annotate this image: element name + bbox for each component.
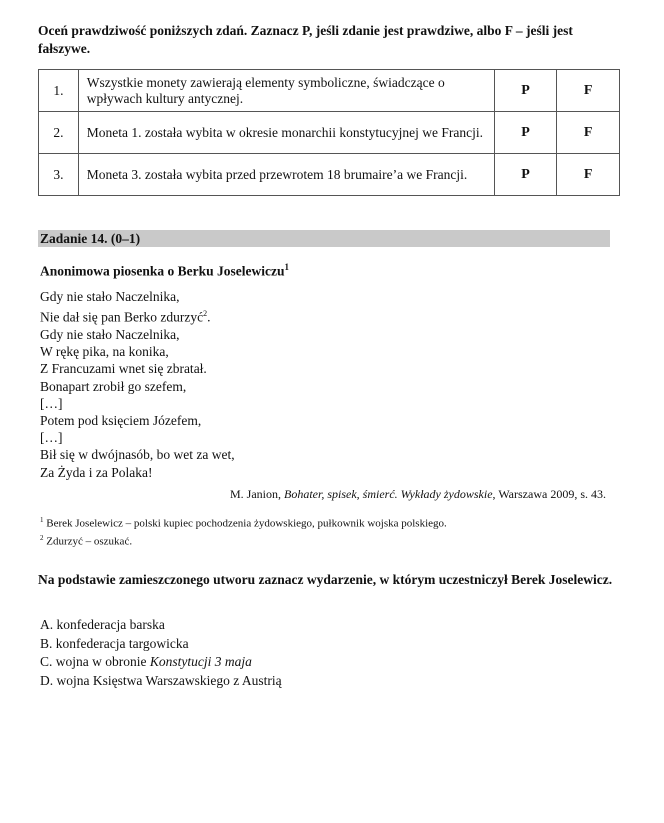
table-row xyxy=(39,70,620,112)
poem-line-text: Potem pod księciem Józefem, xyxy=(40,412,202,428)
poem-line-text: […] xyxy=(40,395,63,411)
source-citation xyxy=(230,486,606,502)
option-true[interactable]: P xyxy=(494,154,557,196)
source-details: , Warszawa 2009, s. 43. xyxy=(492,487,606,501)
footnote-marker: 2 xyxy=(203,309,208,319)
footnote xyxy=(40,513,620,531)
source-title: Bohater, spisek, śmierć. Wykłady żydowskie xyxy=(284,487,493,501)
row-number: 2. xyxy=(39,112,79,154)
source-author: M. Janion, xyxy=(230,487,285,501)
poem-line xyxy=(40,446,600,463)
footnote xyxy=(40,531,620,549)
poem xyxy=(40,288,600,481)
option-true[interactable]: P xyxy=(494,70,557,112)
answer-text: D. wojna Księstwa Warszawskiego z Austrią xyxy=(40,672,282,688)
task-header: Zadanie 14. (0–1) xyxy=(38,230,610,247)
poem-line-text: Za Żyda i za Polaka! xyxy=(40,464,153,480)
poem-line xyxy=(40,412,600,429)
statement-text: Moneta 1. została wybita w okresie monarchii konstytucyjnej we Francji. xyxy=(78,112,494,154)
answer-option-d[interactable] xyxy=(40,672,620,691)
option-false[interactable]: F xyxy=(557,70,620,112)
answer-option-b[interactable] xyxy=(40,635,620,654)
row-number: 1. xyxy=(39,70,79,112)
answer-option-c[interactable] xyxy=(40,653,620,672)
poem-line xyxy=(40,305,600,326)
poem-line-text: W rękę pika, na konika, xyxy=(40,344,169,360)
poem-line-text: Gdy nie stało Naczelnika, xyxy=(40,289,180,304)
footnote-text: Zdurzyć – oszukać. xyxy=(43,535,133,548)
song-title-text: Anonimowa piosenka o Berku Joselewiczu xyxy=(40,263,285,279)
option-false[interactable]: F xyxy=(557,112,620,154)
instruction-text: Oceń prawdziwość poniższych zdań. Zaznacz P, jeśli zdanie jest prawdziwe, albo F – jeśli jest fałszywe. xyxy=(38,23,573,56)
answer-italic-text: Konstytucji 3 maja xyxy=(149,654,252,669)
table-row xyxy=(39,154,620,196)
answer-option-a[interactable] xyxy=(40,616,620,635)
poem-line-text: Gdy nie stało Naczelnika, xyxy=(40,326,180,342)
footnotes xyxy=(40,513,620,548)
answer-text: A. konfederacja barska xyxy=(40,617,165,632)
footnote-mark: 2 xyxy=(40,533,44,542)
answer-text: C. wojna w obronie xyxy=(40,654,150,669)
footnote-marker: 1 xyxy=(284,262,290,272)
row-number: 3. xyxy=(39,154,79,196)
poem-line-text: Bił się w dwójnasób, bo wet za wet, xyxy=(40,447,235,463)
song-title xyxy=(40,258,289,281)
footnote-mark: 1 xyxy=(40,516,44,524)
poem-line-text: […] xyxy=(40,430,63,446)
poem-line xyxy=(40,378,600,395)
poem-line xyxy=(40,360,600,377)
poem-line-end: . xyxy=(207,309,211,325)
answer-list xyxy=(40,616,620,690)
answer-text: B. konfederacja targowicka xyxy=(40,635,189,651)
table-row xyxy=(39,112,620,154)
poem-line xyxy=(40,343,600,360)
poem-line-text: Bonapart zrobił go szefem, xyxy=(40,378,187,394)
statement-text: Wszystkie monety zawierają elementy symboliczne, świadczące o wpływach kultury antycznej. xyxy=(78,70,494,112)
question-text: Na podstawie zamieszczonego utworu zaznacz wydarzenie, w którym uczestniczył Berek Joselewicz. xyxy=(38,572,613,587)
option-false[interactable]: F xyxy=(557,154,620,196)
poem-line xyxy=(40,395,600,412)
poem-line xyxy=(40,464,600,481)
option-true[interactable]: P xyxy=(494,112,557,154)
poem-line xyxy=(40,429,600,446)
poem-line-text: Z Francuzami wnet się zbratał. xyxy=(40,361,207,377)
poem-line xyxy=(40,326,600,343)
true-false-table xyxy=(38,69,620,196)
footnote-text: Berek Joselewicz – polski kupiec pochodzenia żydowskiego, pułkownik wojska polskiego. xyxy=(43,517,447,530)
poem-line-text: Nie dał się pan Berko zdurzyć xyxy=(40,309,204,325)
poem-line xyxy=(40,288,600,305)
statement-text: Moneta 3. została wybita przed przewrotem 18 brumaire’a we Francji. xyxy=(78,154,494,196)
